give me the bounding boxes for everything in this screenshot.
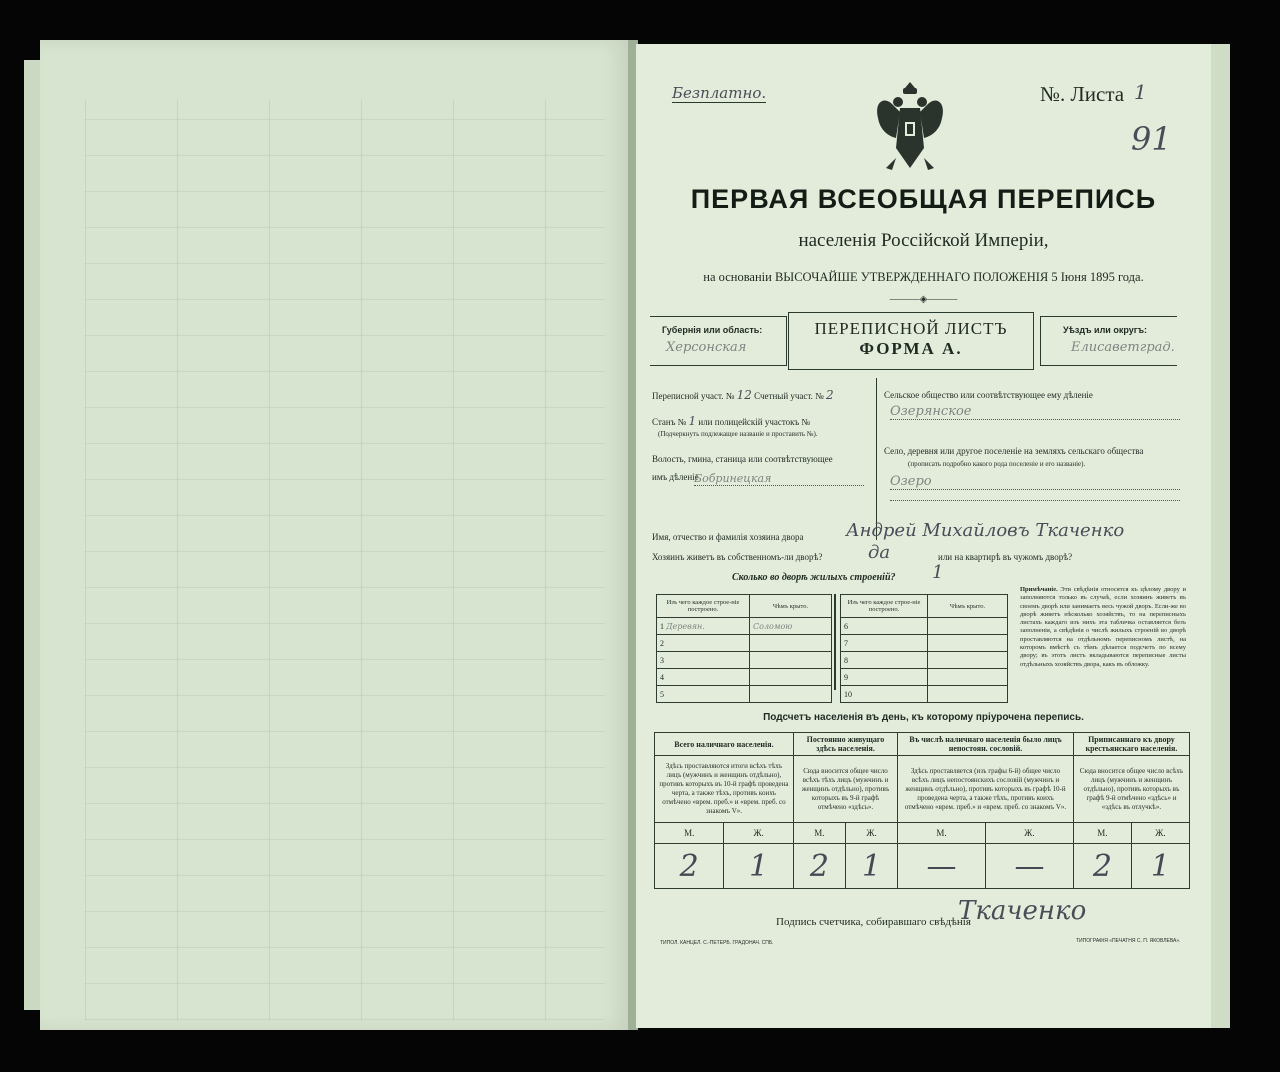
- table-row: [841, 686, 1008, 703]
- police-district-label: или полицейскій участокъ №: [698, 417, 811, 427]
- table-row: [657, 635, 832, 652]
- male-label: М.: [898, 823, 986, 844]
- registered-population-desc: Сюда вносится общее число всѣхъ лицъ (мужчинъ и женщинъ отдѣльно), противъ которыхъ въ графѣ 9-й отмѣчено «здѣсь» и «здѣсь въ отлучкѣ».: [1073, 756, 1189, 823]
- roof-value: Соломою: [750, 618, 832, 635]
- female-label: Ж.: [845, 823, 897, 844]
- volost-value: Бобринецкая: [694, 472, 864, 486]
- imprint-right: ТИПОГРАФІЯ «ПЕЧАТНЯ С. П. ЯКОВЛЕВА».: [1076, 938, 1181, 944]
- village-label: Село, деревня или другое поселеніе на земляхъ сельскаго общества: [884, 446, 1144, 456]
- row-number: 2: [657, 635, 750, 652]
- col-roof-header: Чѣмъ крыто.: [750, 595, 832, 618]
- row-number: 1: [660, 621, 664, 631]
- buildings-table-left: [656, 594, 832, 703]
- census-basis: на основаніи ВЫСОЧАЙШЕ УТВЕРЖДЕННАГО ПОЛОЖЕНІЯ 5 Іюня 1895 года.: [703, 270, 1144, 284]
- buildings-table-right: [840, 594, 1008, 703]
- sheet-number-handwritten: 91: [1131, 120, 1172, 158]
- community-label: Сельское общество или соотвѣтствующее ему дѣленіе: [884, 390, 1093, 400]
- table-row: [841, 669, 1008, 686]
- total-female-value: 1: [724, 844, 793, 889]
- volost-label-2: имъ дѣленіе: [652, 472, 699, 482]
- province-box: [650, 316, 787, 366]
- census-district-label: Переписной участ. №: [652, 391, 735, 401]
- form-type: ФОРМА А.: [859, 339, 963, 358]
- permanent-population-desc: Сюда вносится общее число всѣхъ тѣхъ лицъ (мужчинъ и женщинъ отдѣльно), противъ которыхъ въ 9-й графѣ отмѣчено «здѣсь».: [793, 756, 897, 823]
- sheet-number-label: №. Листа: [1040, 82, 1125, 106]
- owner-value: Андрей Михайловъ Ткаченко: [846, 520, 1125, 541]
- community-value: Озерянское: [890, 404, 1180, 420]
- permanent-male-value: 2: [793, 844, 845, 889]
- census-title: ПЕРВАЯ ВСЕОБЩАЯ ПЕРЕПИСЬ: [690, 184, 1157, 214]
- total-population-header: Всего наличнаго населенія.: [655, 733, 794, 756]
- note-text: Эти свѣдѣнія относятся къ цѣлому двору и заполняются только въ случаѣ, если хозяинъ живетъ въ своемъ дворѣ или занимаетъ весь чужой дворъ. Если-же во дворѣ живетъ нѣсколько хозяйствъ, то на переписныхъ листахъ каждаго изъ нихъ эта табличка оставляется безъ заполненія, а свѣдѣнія о числѣ жилыхъ строеній во дворѣ проставляются на отдѣльномъ переписномъ листѣ, на которомъ вмѣстѣ съ тѣмъ дѣлается подсчетъ по всему двору; въ этотъ листъ вкладываются переписные листы отдѣльныхъ хозяйствъ двора, какъ въ обложку.: [1020, 586, 1186, 668]
- registered-male-value: 2: [1073, 844, 1131, 889]
- left-blank-page: [40, 40, 630, 1030]
- info-divider: [876, 378, 877, 540]
- population-table: [654, 732, 1190, 889]
- row-number: 3: [657, 652, 750, 669]
- nonpermanent-population-header: Въ числѣ наличнаго населенія было лицъ непостоян. сословій.: [898, 733, 1074, 756]
- free-label: Безплатно.: [672, 84, 767, 102]
- total-male-value: 2: [655, 844, 724, 889]
- nonpermanent-female-value: —: [985, 844, 1073, 889]
- underline-note: (Подчеркнуть подлежащее названіе и проставить №).: [658, 430, 818, 438]
- male-label: М.: [793, 823, 845, 844]
- material-value: Деревян.: [666, 621, 705, 631]
- row-number: 7: [841, 635, 928, 652]
- owner-label: Имя, отчество и фамилія хозяина двора: [652, 532, 804, 542]
- census-subtitle: населенія Россійской Имперіи,: [798, 230, 1049, 251]
- permanent-population-header: Постоянно живущаго здѣсь населенія.: [793, 733, 897, 756]
- buildings-label: Сколько во дворѣ жилыхъ строеній?: [732, 572, 896, 583]
- table-row: [841, 652, 1008, 669]
- left-page-faint-grid: [85, 100, 605, 1020]
- signature-label: Подпись счетчика, собиравшаго свѣдѣнія: [776, 916, 971, 928]
- row-number: 10: [841, 686, 928, 703]
- note-block: [1020, 586, 1186, 669]
- table-split: [834, 594, 836, 690]
- table-row: [841, 635, 1008, 652]
- stan-row: [652, 416, 872, 428]
- table-row: [841, 618, 1008, 635]
- form-sheet-title: ПЕРЕПИСНОЙ ЛИСТЪ: [814, 319, 1008, 338]
- imprint-left: ТИПОЛ. КАНЦЕЛ. С.-ПЕТЕРБ. ГРАДОНАЧ. СПБ.: [660, 940, 774, 946]
- col-material-header: Изъ чего каждое строе-ніе построено.: [657, 595, 750, 618]
- permanent-female-value: 1: [845, 844, 897, 889]
- female-label: Ж.: [985, 823, 1073, 844]
- note-title: Примѣчаніе.: [1020, 586, 1058, 593]
- village-note: (прописать подробно какого рода поселеніе и его названіе).: [908, 460, 1086, 468]
- province-value: Херсонская: [666, 340, 747, 355]
- title-ornament: ―――◈―――: [889, 294, 958, 305]
- district-box: [1040, 316, 1177, 366]
- table-row: [657, 652, 832, 669]
- col-roof-header-2: Чѣмъ крыто.: [928, 595, 1008, 618]
- total-population-desc: Здѣсь проставляются итоги всѣхъ тѣхъ лицъ (мужчинъ и женщинъ отдѣльно), противъ которыхъ въ 10-й графѣ проведена черта, а также тѣхъ, противъ коихъ отмѣчено «врем. преб.» и «врем. преб. со знакомъ V».: [655, 756, 794, 823]
- own-yard-value: да: [868, 542, 891, 563]
- row-number: 5: [657, 686, 750, 703]
- census-form-page: [636, 44, 1211, 1028]
- counting-district-value: 2: [826, 388, 834, 402]
- village-extra-line: [890, 500, 1180, 501]
- registered-population-header: Приписаннаго къ двору крестьянскаго населенія.: [1073, 733, 1189, 756]
- population-title: Подсчетъ населенія въ день, къ которому пріурочена перепись.: [763, 712, 1084, 723]
- census-district-value: 12: [736, 388, 752, 402]
- province-label: Губернія или область:: [662, 325, 763, 335]
- table-row: [657, 686, 832, 703]
- village-value: Озеро: [890, 474, 1180, 490]
- volost-label: Волость, гмина, станица или соотвѣтствующее: [652, 454, 833, 464]
- female-label: Ж.: [1131, 823, 1189, 844]
- male-label: М.: [1073, 823, 1131, 844]
- form-title-box: [788, 312, 1034, 370]
- signature-value: Ткаченко: [958, 896, 1087, 926]
- district-label: Уѣздъ или округъ:: [1063, 325, 1148, 335]
- table-row: [657, 618, 832, 635]
- female-label: Ж.: [724, 823, 793, 844]
- nonpermanent-male-value: —: [898, 844, 986, 889]
- row-number: 6: [841, 618, 928, 635]
- district-value: Елисаветград.: [1071, 340, 1175, 355]
- sheet-number-value: 1: [1134, 80, 1147, 104]
- own-yard-label: Хозяинъ живетъ въ собственномъ-ли дворѣ?: [652, 552, 823, 562]
- table-row: [657, 669, 832, 686]
- male-label: М.: [655, 823, 724, 844]
- stan-value: 1: [688, 414, 697, 428]
- census-district-row: [652, 390, 872, 402]
- imperial-eagle-emblem: [870, 78, 950, 178]
- row-number: 4: [657, 669, 750, 686]
- row-number: 9: [841, 669, 928, 686]
- registered-female-value: 1: [1131, 844, 1189, 889]
- other-yard-label: или на квартирѣ въ чужомъ дворѣ?: [938, 552, 1073, 562]
- nonpermanent-population-desc: Здѣсь проставляется (изъ графы 6-й) общее число всѣхъ лицъ непостоянскихъ сословій (мужчинъ и женщинъ отдѣльно), противъ которыхъ въ графѣ 10-й проведена черта, а также тѣхъ, противъ коихъ отмѣчено «врем. преб.» и «врем. преб. со знакомъ V».: [898, 756, 1074, 823]
- stan-label: Станъ №: [652, 417, 687, 427]
- buildings-value: 1: [932, 562, 944, 583]
- counting-district-label: Счетный участ. №: [754, 391, 824, 401]
- row-number: 8: [841, 652, 928, 669]
- col-material-header-2: Изъ чего каждое строе-ніе построено.: [841, 595, 928, 618]
